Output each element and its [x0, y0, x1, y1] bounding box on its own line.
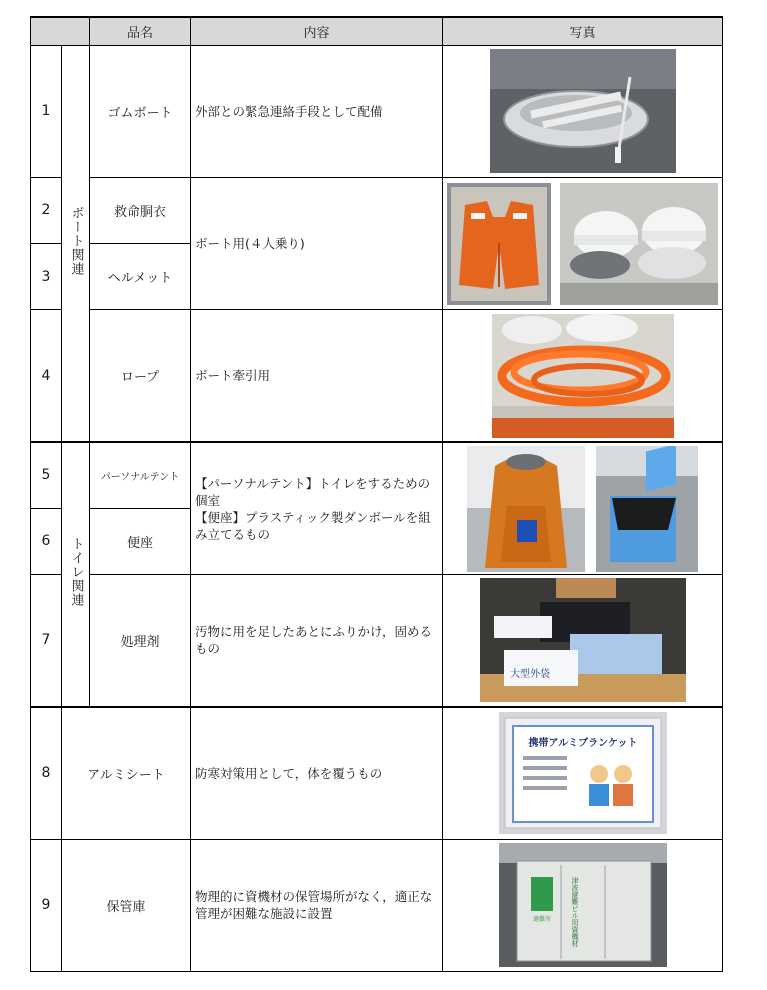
- item-desc-shared: ボート用(４人乗り): [191, 177, 443, 309]
- personal-tent-image: [467, 446, 585, 572]
- row-number: 3: [31, 244, 62, 310]
- row-number: 8: [31, 707, 62, 839]
- photo-rope: [443, 310, 723, 442]
- item-desc: ボート牽引用: [191, 310, 443, 442]
- aluminum-blanket-image: [499, 712, 667, 834]
- storage-cabinet-image: [499, 843, 667, 967]
- item-name: 処理剤: [90, 574, 191, 706]
- photo-tent-seat: [443, 442, 723, 574]
- item-desc: 防寒対策用として，体を覆うもの: [191, 707, 443, 839]
- photo-treatment: [443, 574, 723, 706]
- category-toilet: トイレ関連: [62, 442, 90, 707]
- item-desc: 外部との緊急連絡手段として配備: [191, 45, 443, 177]
- equipment-table: [30, 16, 723, 972]
- item-name: アルミシート: [62, 707, 191, 839]
- row-number: 4: [31, 310, 62, 442]
- table-row: [31, 310, 723, 442]
- blanket-title: 携帯アルミブランケット: [528, 738, 637, 750]
- item-name: ゴムボート: [90, 45, 191, 177]
- row-number: 9: [31, 839, 62, 971]
- bag-label: 大型外袋: [509, 669, 550, 681]
- photo-storage: [443, 839, 723, 971]
- treatment-agent-image: [480, 578, 686, 702]
- rope-image: [492, 314, 674, 438]
- row-number: 5: [31, 442, 62, 508]
- header-photo: 写真: [443, 17, 723, 45]
- item-name: パーソナルテント: [90, 442, 191, 508]
- item-name: 救命胴衣: [90, 177, 191, 243]
- row-number: 7: [31, 574, 62, 706]
- photo-rubber-boat: [443, 45, 723, 177]
- row-number: 2: [31, 177, 62, 243]
- header-blank: [31, 17, 90, 45]
- row-number: 1: [31, 45, 62, 177]
- cabinet-sign: 避難所: [532, 916, 551, 924]
- item-name: 便座: [90, 508, 191, 574]
- item-desc-shared: 【パーソナルテント】トイレをするための個室 【便座】プラスティック製ダンボールを組み立てるもの: [191, 442, 443, 574]
- toilet-seat-image: [596, 446, 698, 572]
- table-row: [31, 574, 723, 706]
- item-desc: 物理的に資機材の保管場所がなく，適正な管理が困難な施設に設置: [191, 839, 443, 971]
- category-boat: ボート関連: [62, 45, 90, 442]
- life-vest-image: [447, 183, 551, 305]
- helmet-image: [560, 183, 718, 305]
- table-row: [31, 707, 723, 839]
- header-name: 品名: [90, 17, 191, 45]
- header-content: 内容: [191, 17, 443, 45]
- table-row: [31, 442, 723, 508]
- table-row: [31, 45, 723, 177]
- photo-aluminum-sheet: [443, 707, 723, 839]
- item-name: ロープ: [90, 310, 191, 442]
- photo-vest-helmet: [443, 177, 723, 309]
- item-desc: 汚物に用を足したあとにふりかけ，固めるもの: [191, 574, 443, 706]
- row-number: 6: [31, 508, 62, 574]
- item-name: 保管庫: [62, 839, 191, 971]
- table-row: [31, 177, 723, 243]
- table-row: [31, 839, 723, 971]
- cabinet-label: 津波避難ビル用資機材: [570, 877, 579, 948]
- rubber-boat-image: [490, 49, 676, 173]
- item-name: ヘルメット: [90, 244, 191, 310]
